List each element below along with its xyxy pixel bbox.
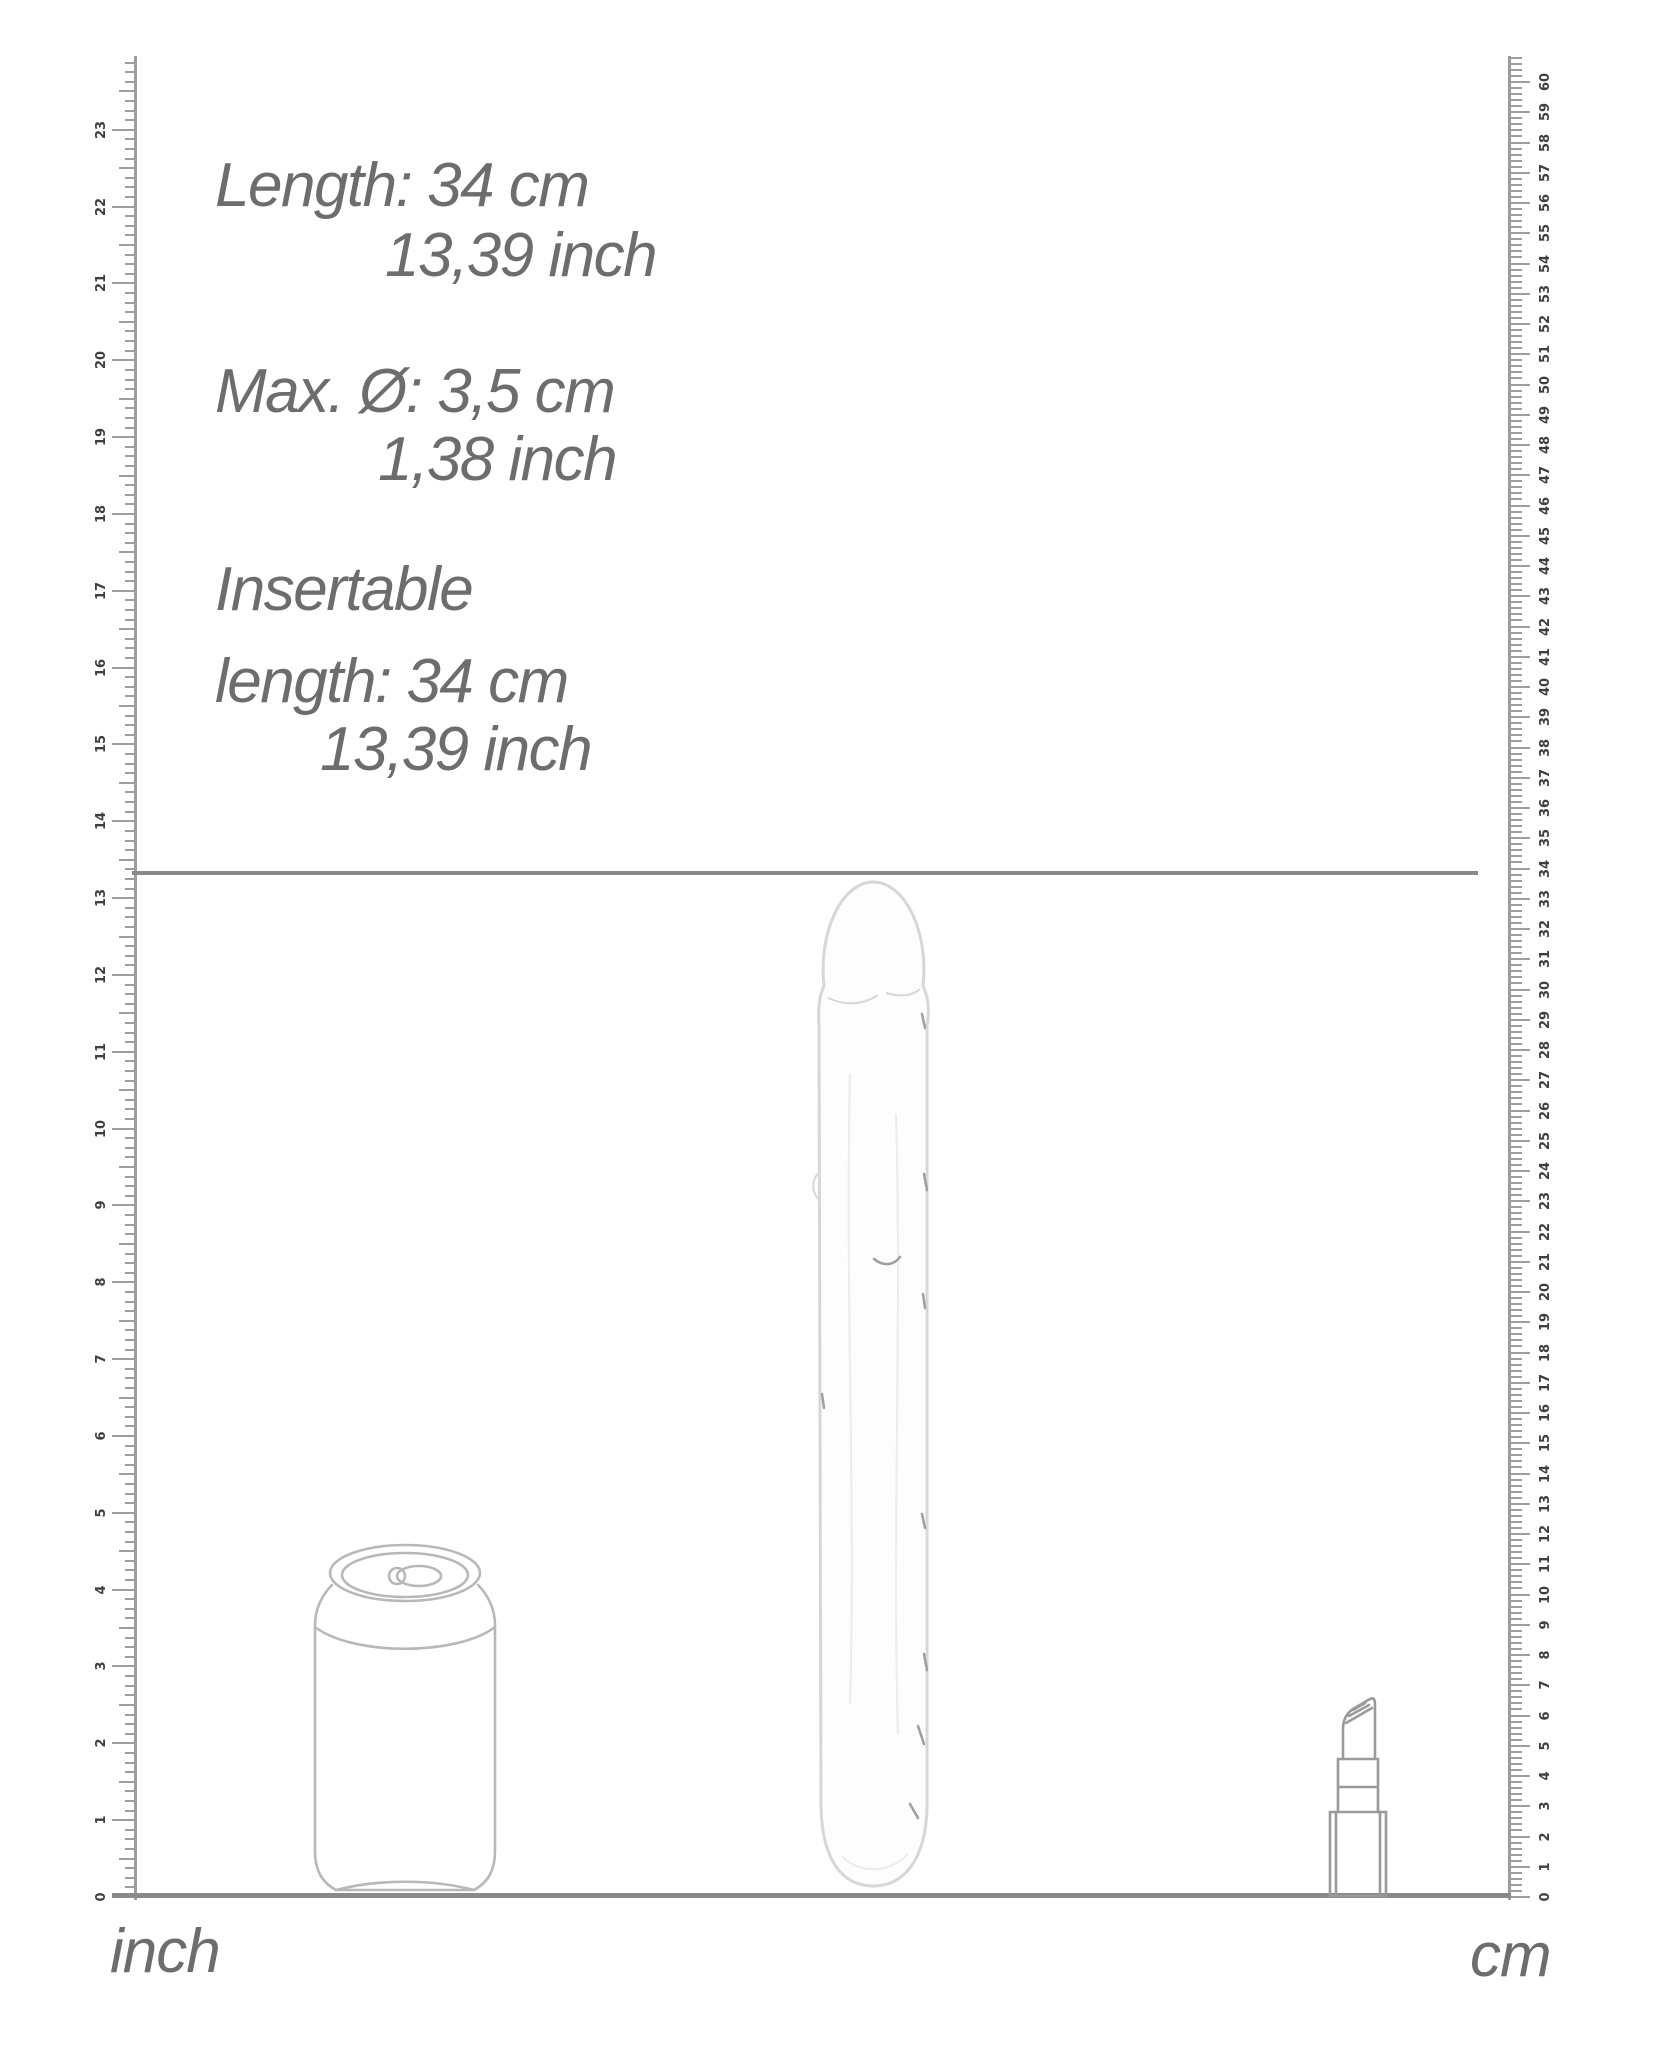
spec-diameter-inch: 1,38 inch [378, 425, 617, 494]
can-pull-tab [397, 1566, 441, 1586]
cm-unit-label: cm [1470, 1921, 1551, 1990]
lipstick-collar [1338, 1759, 1378, 1812]
spec-diameter-cm: Max. Ø: 3,5 cm [215, 357, 615, 426]
soda-can-outline [308, 1535, 502, 1897]
spec-insertable-word: Insertable [215, 555, 473, 624]
lipstick-base-contours [1336, 1812, 1380, 1894]
product-body [819, 882, 929, 1886]
lipstick-outline [1322, 1697, 1394, 1897]
cm-ruler: 0 1 2 3 4 5 6 7 8 9 10 11 12 13 14 15 16 17 18 19 20 21 22 23 24 25 26 27 28 29 30 31 32 33 34 35 36 37 38 39 40 41 42 43 44 45 46 47 48 49 50 51 52 53 54 55 56 57 58 59 60 [0, 0, 1657, 2048]
divider-line [132, 871, 1478, 875]
lipstick-base [1330, 1812, 1386, 1896]
inch-ruler: 0 1 2 3 4 5 6 7 8 9 10 11 12 13 14 15 16 17 18 19 20 21 22 23 [0, 0, 1657, 2048]
spec-length-cm: Length: 34 cm [215, 151, 589, 220]
spec-length-inch: 13,39 inch [385, 221, 657, 290]
can-shoulder-line [315, 1627, 495, 1649]
spec-insertable-inch: 13,39 inch [320, 715, 592, 784]
spec-insertable-cm: length: 34 cm [215, 647, 568, 716]
can-body-outline [315, 1585, 495, 1890]
product-outline [810, 874, 938, 1896]
inch-unit-label: inch [110, 1917, 220, 1986]
